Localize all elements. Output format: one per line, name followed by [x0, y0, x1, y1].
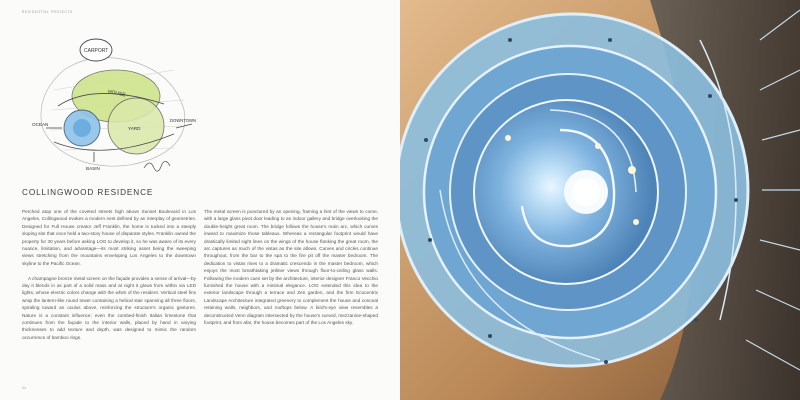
paragraph: Perched atop one of the coveted streets high above Sunset Boulevard in Los Angeles, Collingwood evokes a modern nest defined by an interplay of geometries. Designed for Full House creator Jeff Franklin, the home is tucked into a steeply sloping site that once held a two-story house of disparate styles. Franklin owned the property for 30 years before asking LOG to develop it, so he was aware of its every nuance, limitation, and advantage—its most striking asset being the sweeping views stretching from the mountains enveloping Los Angeles to the downtown skyline to the Pacific Ocean. [22, 209, 196, 266]
staircase-photo [400, 0, 800, 400]
site-sketch [24, 30, 204, 182]
running-head: RESIDENTIAL PROJECTS [22, 10, 73, 14]
right-page-photo [400, 0, 800, 400]
page-number: 44 [22, 386, 27, 390]
paragraph: A champagne bronze metal screen on the façade provides a sense of arrival—by day it blends in as part of a solid mass and at night it glows from within via LED lights, whose electric colors change with the whim of the resident. Vertical steel fins wrap the lantern-like round tower containing a helical stair spanning all three floors, spiraling toward an oculus above, reinforcing the structure's organic gestures. Nature is a constant influence; even the combed-finish Italian limestone that continues from the façade to the interior walls, placed by hand in varying thicknesses to add texture and depth, was designed to mimic the random occurrence of bamboo rings. [22, 275, 196, 340]
sketch-label-house: HOUSE [107, 88, 126, 99]
sketch-label-carport: CARPORT [84, 48, 109, 54]
body-column-2 [204, 208, 378, 334]
sketch-label-downtown: DOWNTOWN [170, 118, 196, 123]
sketch-label-ocean: OCEAN [32, 122, 49, 127]
sketch-label-basin: BASIN [86, 166, 100, 171]
section-title: COLLINGWOOD RESIDENCE [22, 188, 154, 197]
paragraph: The metal screen is punctured by an opening, framing a hint of the views to come, with a large glass pivot door leading to an indoor gallery and bridge overlooking the double-height great room. The bridge follows the house's main arc, which curves inward to maximize those tableaux. Whereas a rectangular footprint would have drastically limited sight lines on the wings of the house flanking the great room, the arc captures as much of the vistas as the site allows. Curves and circles continue throughout, from the bar to the spa to the fire pit off the master bedroom. The dedication to vistas rises to a dramatic crescendo in the master bedroom, which enjoys the most breathtaking jetliner views through floor-to-ceiling glass walls. Following the modern cues set by the architecture, interior designer Franco Vecchio furnished the house with a minimal elegance. LOG extended this idea to the exterior landscape through a terrace and Zen garden, and the firm Ecocentrix Landscape Architecture integrated greenery to complement the house and conceal retaining walls, neighbors, and rooftops below. A bird's-eye view resembles a deconstructed Venn diagram intersected by the house's curved, mezzanine-shaped footprint, and from afar, the house becomes part of the Los Angeles sky. [204, 209, 378, 326]
body-column-1 [22, 208, 196, 349]
sketch-label-yard: YARD [128, 126, 141, 131]
